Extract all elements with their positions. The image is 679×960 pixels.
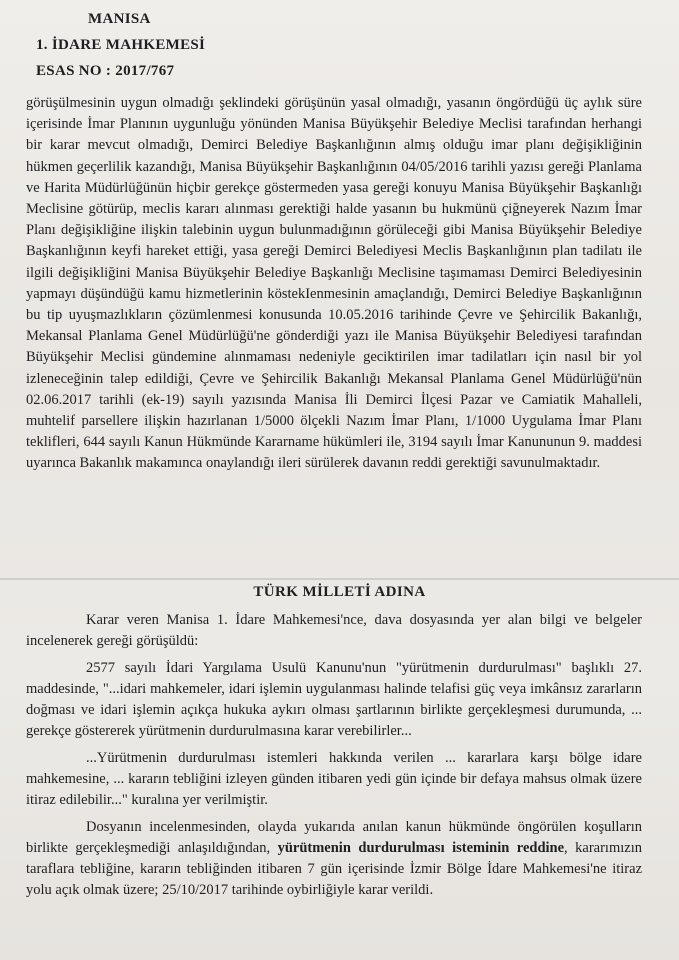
document-header bbox=[36, 6, 205, 84]
decision-text bbox=[26, 610, 642, 907]
decision-paragraph-1: Karar veren Manisa 1. İdare Mahkemesi'nce, dava dosyasında yer alan bilgi ve belgeler incelenerek gereği görüşüldü: bbox=[26, 612, 642, 649]
defense-paragraph: görüşülmesinin uygun olmadığı şeklindeki görüşünün yasal olmadığı, yasanın öngördüğü üç aylık süre içerisinde İmar Planının uygunluğu yönünden Manisa Büyükşehir Belediye Meclisi tarafından herhangi bir karar mevcut olmadığı, Demirci Belediye Başkanlığının almış olduğu imar planı değişikliğinin hükmen geçerlilik kazandığı, Manisa Büyükşehir Başkanlığının 04/05/2016 tarihli yazısı gereği Planlama ve Harita Müdürlüğünün hiçbir gerekçe göstermeden yasa gereği konuyu Manisa Büyükşehir Başkanlığı Meclisine götürüp, meclis kararı alınması gerektiği halde yasanın bu hukmünü çiğneyerek Nazım İmar Planı değişikliğine ilişkin talebinin uygun bulunmadığının görüleceği gibi Manisa Büyükşehir Belediye Başkanlığının keyfi hareket ettiği, yasa gereği Demirci Belediyesi Meclis Başkanlığının plan tadilatı ile ilgili değişikliğini Manisa Büyükşehir Belediye Başkanlığı Meclisine taşımaması Demirci Belediyesinin yapmayı düşündüğü kamu hizmetlerinin köstekIenmesinin amaçlandığı, Demirci Belediye Başkanlığının bu tip uyuşmazlıkların çözümlenmesi konusunda 10.05.2016 tarihinde Çevre ve Şehircilik Bakanlığı, Mekansal Planlama Genel Müdürlüğü'ne gönderdiği yazı ile Manisa Büyükşehir Belediyesi tarafından Büyükşehir Meclisi gündemine alınmaması nedeniyle geciktirilen imar tadilatları için nasıl bir yol izleneceğinin talep edildiği, Çevre ve Şehircilik Bakanlığı Mekansal Planlama Genel Müdürlüğü'nün 02.06.2017 tarihli (ek-19) sayılı yazısında Manisa İli Demirci İlçesi Pazar ve Camiatik Mahalleli, muhtelif parsellere ilişkin hazırlanan 1/5000 ölçekli Nazım İmar Planı, 1/1000 Uygulama İmar Planı teklifleri, 644 sayılı Kanun Hükmünde Kararname hükümleri ile, 3194 sayılı İmar Kanununun 9. maddesi uyarınca Bakanlık makamınca onaylandığı ileri sürülerek davanın reddi gerektiği savunulmaktadır. bbox=[26, 95, 642, 472]
section-title: TÜRK MİLLETİ ADINA bbox=[253, 584, 426, 600]
city-heading: MANISA bbox=[88, 11, 151, 27]
paper-fold bbox=[0, 578, 679, 580]
decision-paragraph-4 bbox=[26, 817, 642, 901]
decision-paragraph-2: 2577 sayılı İdari Yargılama Usulü Kanunu'nun "yürütmenin durdurulması" başlıklı 27. maddesinde, "...idari mahkemeler, idari işlemin uygulanması halinde telafisi güç veya imkânsız zararların doğması ve idari işlemin açıkça hukuka aykırı olması şartlarının birlikte gerçekleşmesi durumunda, ... gerekçe göstererek yürütmenin durdurulmasına karar verebilirler... bbox=[26, 660, 642, 739]
file-number: ESAS NO : 2017/767 bbox=[36, 63, 175, 79]
decision-paragraph-3: ...Yürütmenin durdurulması istemleri hakkında verilen ... kararlara karşı bölge idare mahkemesine, ... kararın tebliğini izleyen günden itibaren yedi gün içinde bir defaya mahsus olmak üzere itiraz edilebilir..." kuralına yer verilmiştir. bbox=[26, 750, 642, 808]
decision-paragraph-4-start: Dosyanın incelenmesinden, olayda yukarıda anılan kanun hükmünde öngörülen koşulların birlikte gerçekleşmediği anlaşıldığından, bbox=[26, 819, 642, 856]
decision-paragraph-4-end: , kararımızın taraflara tebliğine, kararın tebliğinden itibaren 7 gün içerisinde İzmir Bölge İdare Mahkemesi'ne itiraz yolu açık olmak üzere; 25/10/2017 tarihinde oybirliğiyle karar verildi. bbox=[26, 840, 642, 898]
decision-ruling: yürütmenin durdurulması isteminin reddine bbox=[277, 840, 565, 856]
defense-text bbox=[26, 93, 642, 475]
court-heading: 1. İDARE MAHKEMESİ bbox=[36, 37, 206, 53]
